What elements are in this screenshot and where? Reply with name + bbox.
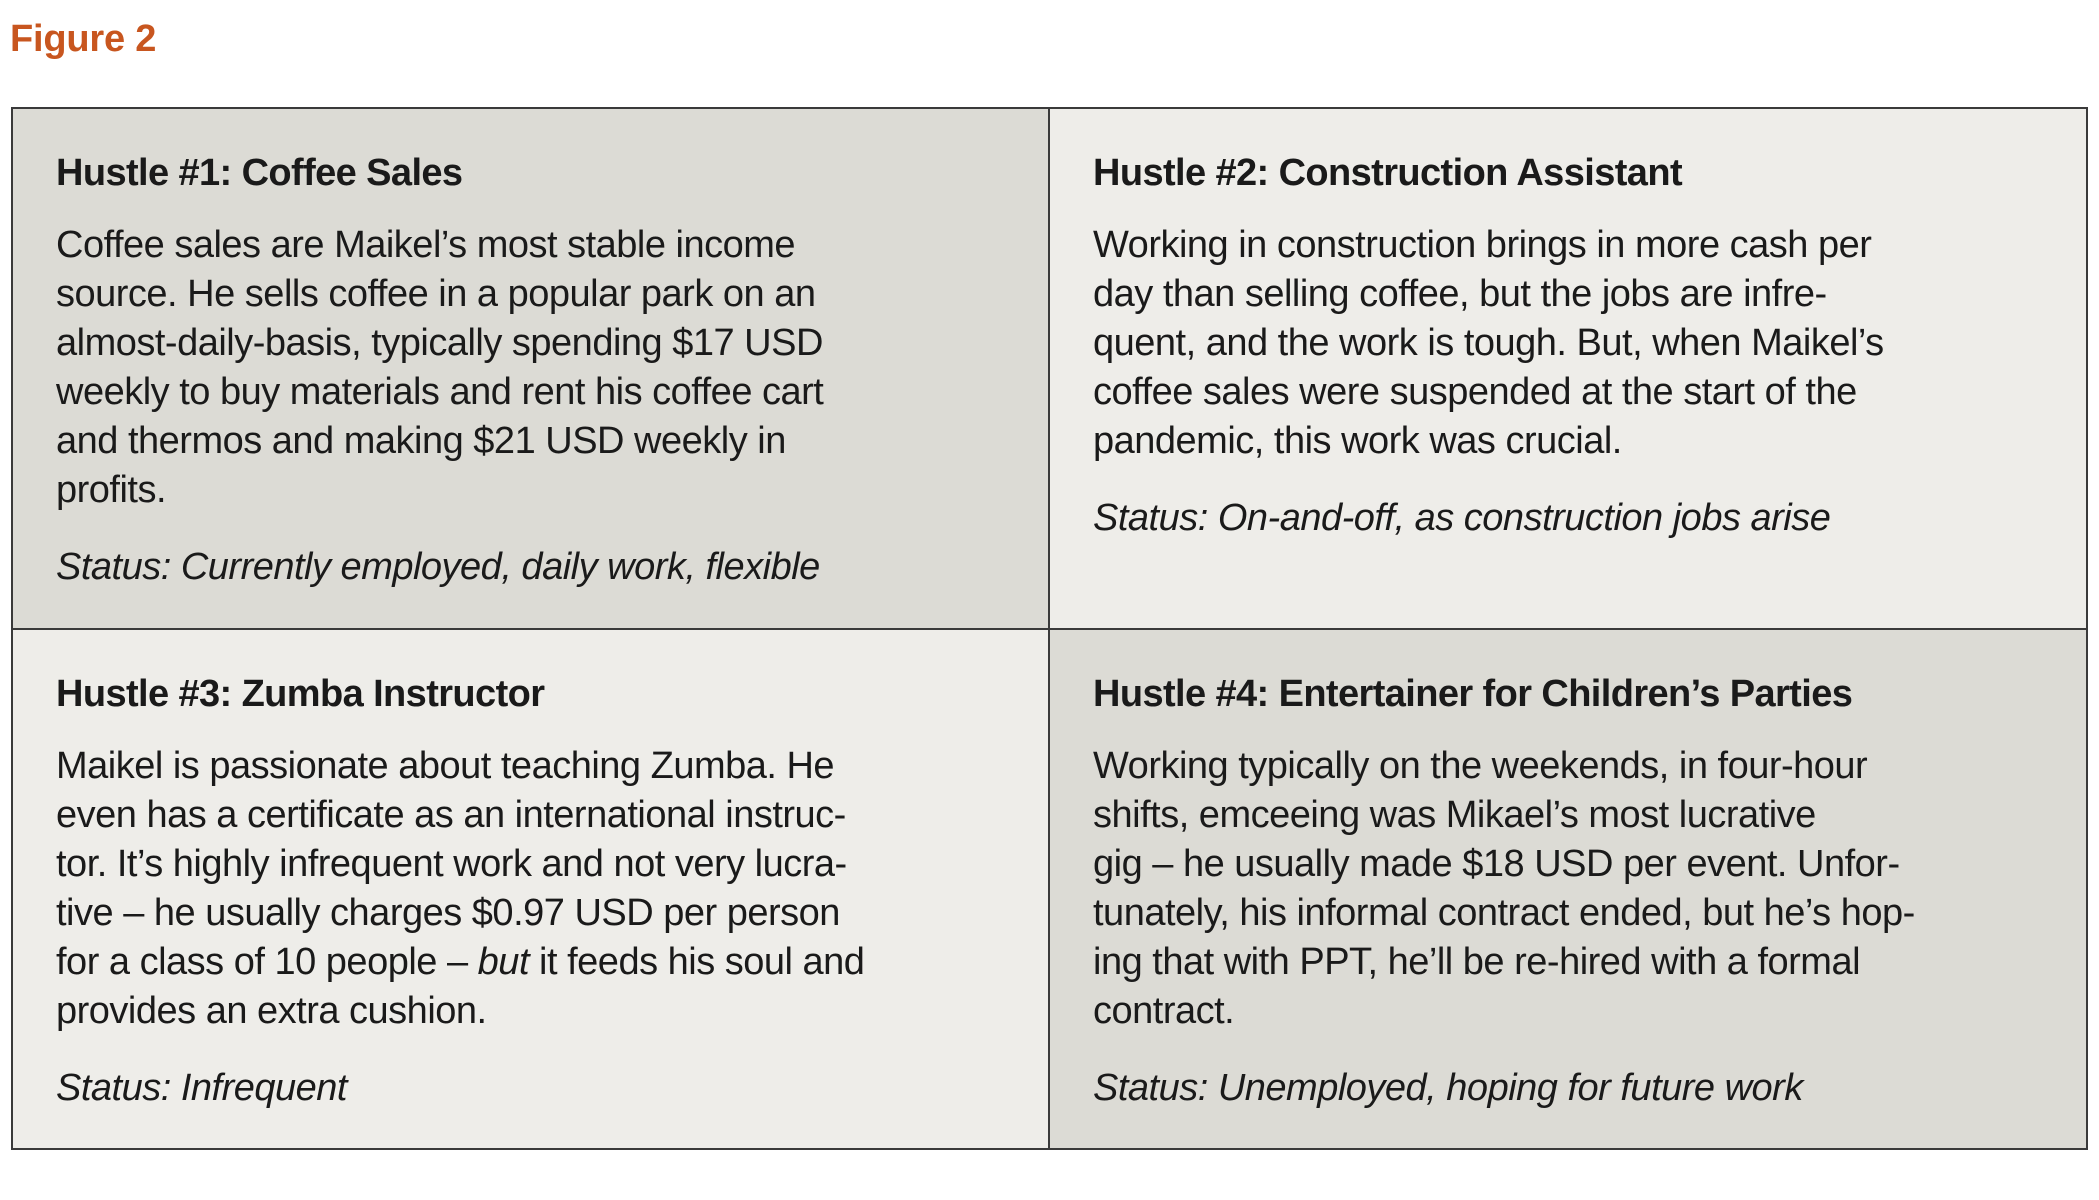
hustle-cell-construction-assistant (1050, 109, 2086, 630)
description-line: even has a certificate as an international instruc- (56, 794, 846, 836)
hustle-status: Status: Unemployed, hoping for future work (1093, 1067, 1803, 1109)
description-line (56, 938, 1008, 987)
description-line: gig – he usually made $18 USD per event. Unfor- (1093, 843, 1900, 885)
hustle-title: Hustle #1: Coffee Sales (56, 152, 463, 194)
description-line: almost-daily-basis, typically spending $17 USD (56, 322, 823, 364)
description-line: provides an extra cushion. (56, 990, 487, 1032)
hustle-cell-coffee-sales (13, 109, 1050, 630)
description-line: Working typically on the weekends, in four-hour (1093, 745, 1868, 787)
hustle-description (56, 742, 1008, 1036)
hustles-table (11, 107, 2088, 1150)
hustle-description (1093, 221, 2046, 466)
description-line: profits. (56, 469, 167, 511)
description-line: source. He sells coffee in a popular park on an (56, 273, 816, 315)
description-line: tive – he usually charges $0.97 USD per person (56, 892, 840, 934)
description-line: day than selling coffee, but the jobs are infre- (1093, 273, 1827, 315)
description-line: Coffee sales are Maikel’s most stable income (56, 224, 796, 266)
description-line: pandemic, this work was crucial. (1093, 420, 1622, 462)
hustle-title: Hustle #3: Zumba Instructor (56, 673, 545, 715)
hustle-cell-zumba-instructor (13, 630, 1050, 1148)
description-line: weekly to buy materials and rent his coffee cart (56, 371, 824, 413)
description-line: Maikel is passionate about teaching Zumba. He (56, 745, 835, 787)
description-line: tunately, his informal contract ended, but he’s hop- (1093, 892, 1915, 934)
description-line: ing that with PPT, he’ll be re-hired with a formal (1093, 941, 1861, 983)
figure-label: Figure 2 (10, 18, 157, 60)
hustle-title: Hustle #4: Entertainer for Children’s Parties (1093, 673, 1853, 715)
description-line: tor. It’s highly infrequent work and not very lucra- (56, 843, 847, 885)
hustle-status: Status: Infrequent (56, 1067, 347, 1109)
description-line: Working in construction brings in more cash per (1093, 224, 1872, 266)
hustle-description (1093, 742, 2046, 1036)
description-line: contract. (1093, 990, 1235, 1032)
description-line: shifts, emceeing was Mikael’s most lucrative (1093, 794, 1816, 836)
hustle-cell-entertainer (1050, 630, 2086, 1148)
emphasis-text: but (477, 941, 529, 983)
description-text: for a class of 10 people – (56, 941, 478, 983)
hustle-title: Hustle #2: Construction Assistant (1093, 152, 1682, 194)
hustle-status: Status: Currently employed, daily work, flexible (56, 546, 820, 588)
description-line: quent, and the work is tough. But, when Maikel’s (1093, 322, 1884, 364)
description-text: it feeds his soul and (529, 941, 865, 983)
hustle-status: Status: On-and-off, as construction jobs arise (1093, 497, 1831, 539)
description-line: coffee sales were suspended at the start of the (1093, 371, 1857, 413)
description-line: and thermos and making $21 USD weekly in (56, 420, 786, 462)
hustle-description (56, 221, 1008, 515)
